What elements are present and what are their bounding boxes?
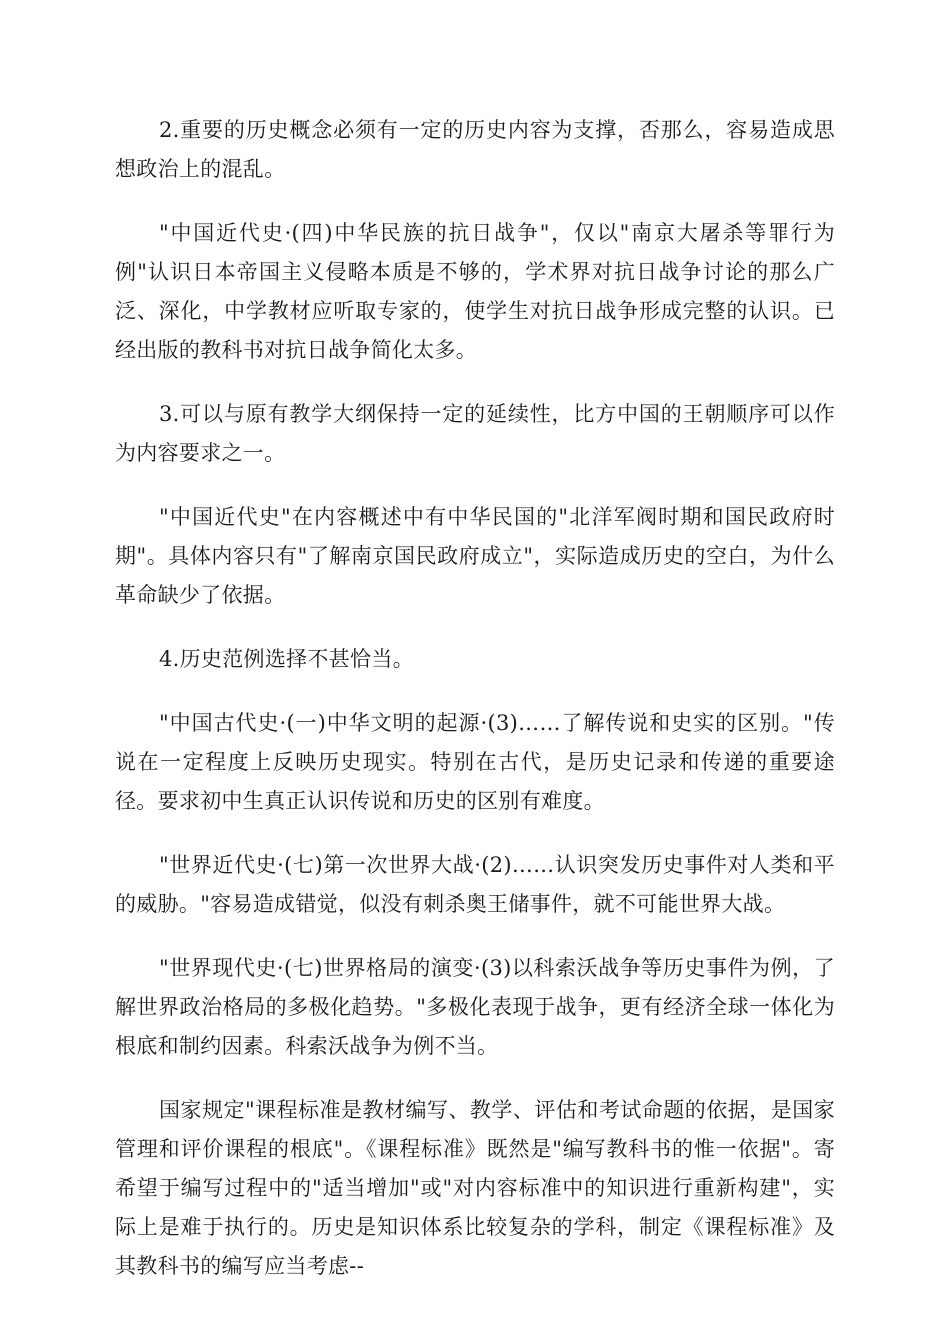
paragraph-1: 2.重要的历史概念必须有一定的历史内容为支撑，否那么，容易造成思想政治上的混乱。 (115, 118, 835, 181)
paragraph-4: "中国近代史"在内容概述中有中华民国的"北洋军阀时期和国民政府时期"。具体内容只有"了解南京国民政府成立"，实际造成历史的空白，为什么革命缺少了依据。 (115, 505, 835, 607)
paragraph-9: 国家规定"课程标准是教材编写、教学、评估和考试命题的依据，是国家管理和评价课程的根底"。《课程标准》既然是"编写教科书的惟一依据"。寄希望于编写过程中的"适当增加"或"对内容标准中的知识进行重新构建"，实际上是难于执行的。历史是知识体系比较复杂的学科，制定《课程标准》及其教科书的编写应当考虑-- (115, 1098, 835, 1278)
paragraph-6: "中国古代史·(一)中华文明的起源·(3)……了解传说和史实的区别。"传说在一定程度上反映历史现实。特别在古代，是历史记录和传递的重要途径。要求初中生真正认识传说和历史的区别有难度。 (115, 711, 835, 813)
paragraph-8: "世界现代史·(七)世界格局的演变·(3)以科索沃战争等历史事件为例，了解世界政治格局的多极化趋势。"多极化表现于战争，更有经济全球一体化为根底和制约因素。科索沃战争为例不当。 (115, 956, 835, 1058)
paragraph-3: 3.可以与原有教学大纲保持一定的延续性，比方中国的王朝顺序可以作为内容要求之一。 (115, 402, 835, 465)
paragraph-5: 4.历史范例选择不甚恰当。 (159, 647, 414, 671)
document-body (115, 111, 835, 1311)
paragraph-7: "世界近代史·(七)第一次世界大战·(2)……认识突发历史事件对人类和平的威胁。"容易造成错觉，似没有刺杀奥王储事件，就不可能世界大战。 (115, 853, 835, 916)
paragraph-2: "中国近代史·(四)中华民族的抗日战争"，仅以"南京大屠杀等罪行为例"认识日本帝国主义侵略本质是不够的，学术界对抗日战争讨论的那么广泛、深化，中学教材应听取专家的，使学生对抗日战争形成完整的认识。已经出版的教科书对抗日战争简化太多。 (115, 221, 835, 362)
